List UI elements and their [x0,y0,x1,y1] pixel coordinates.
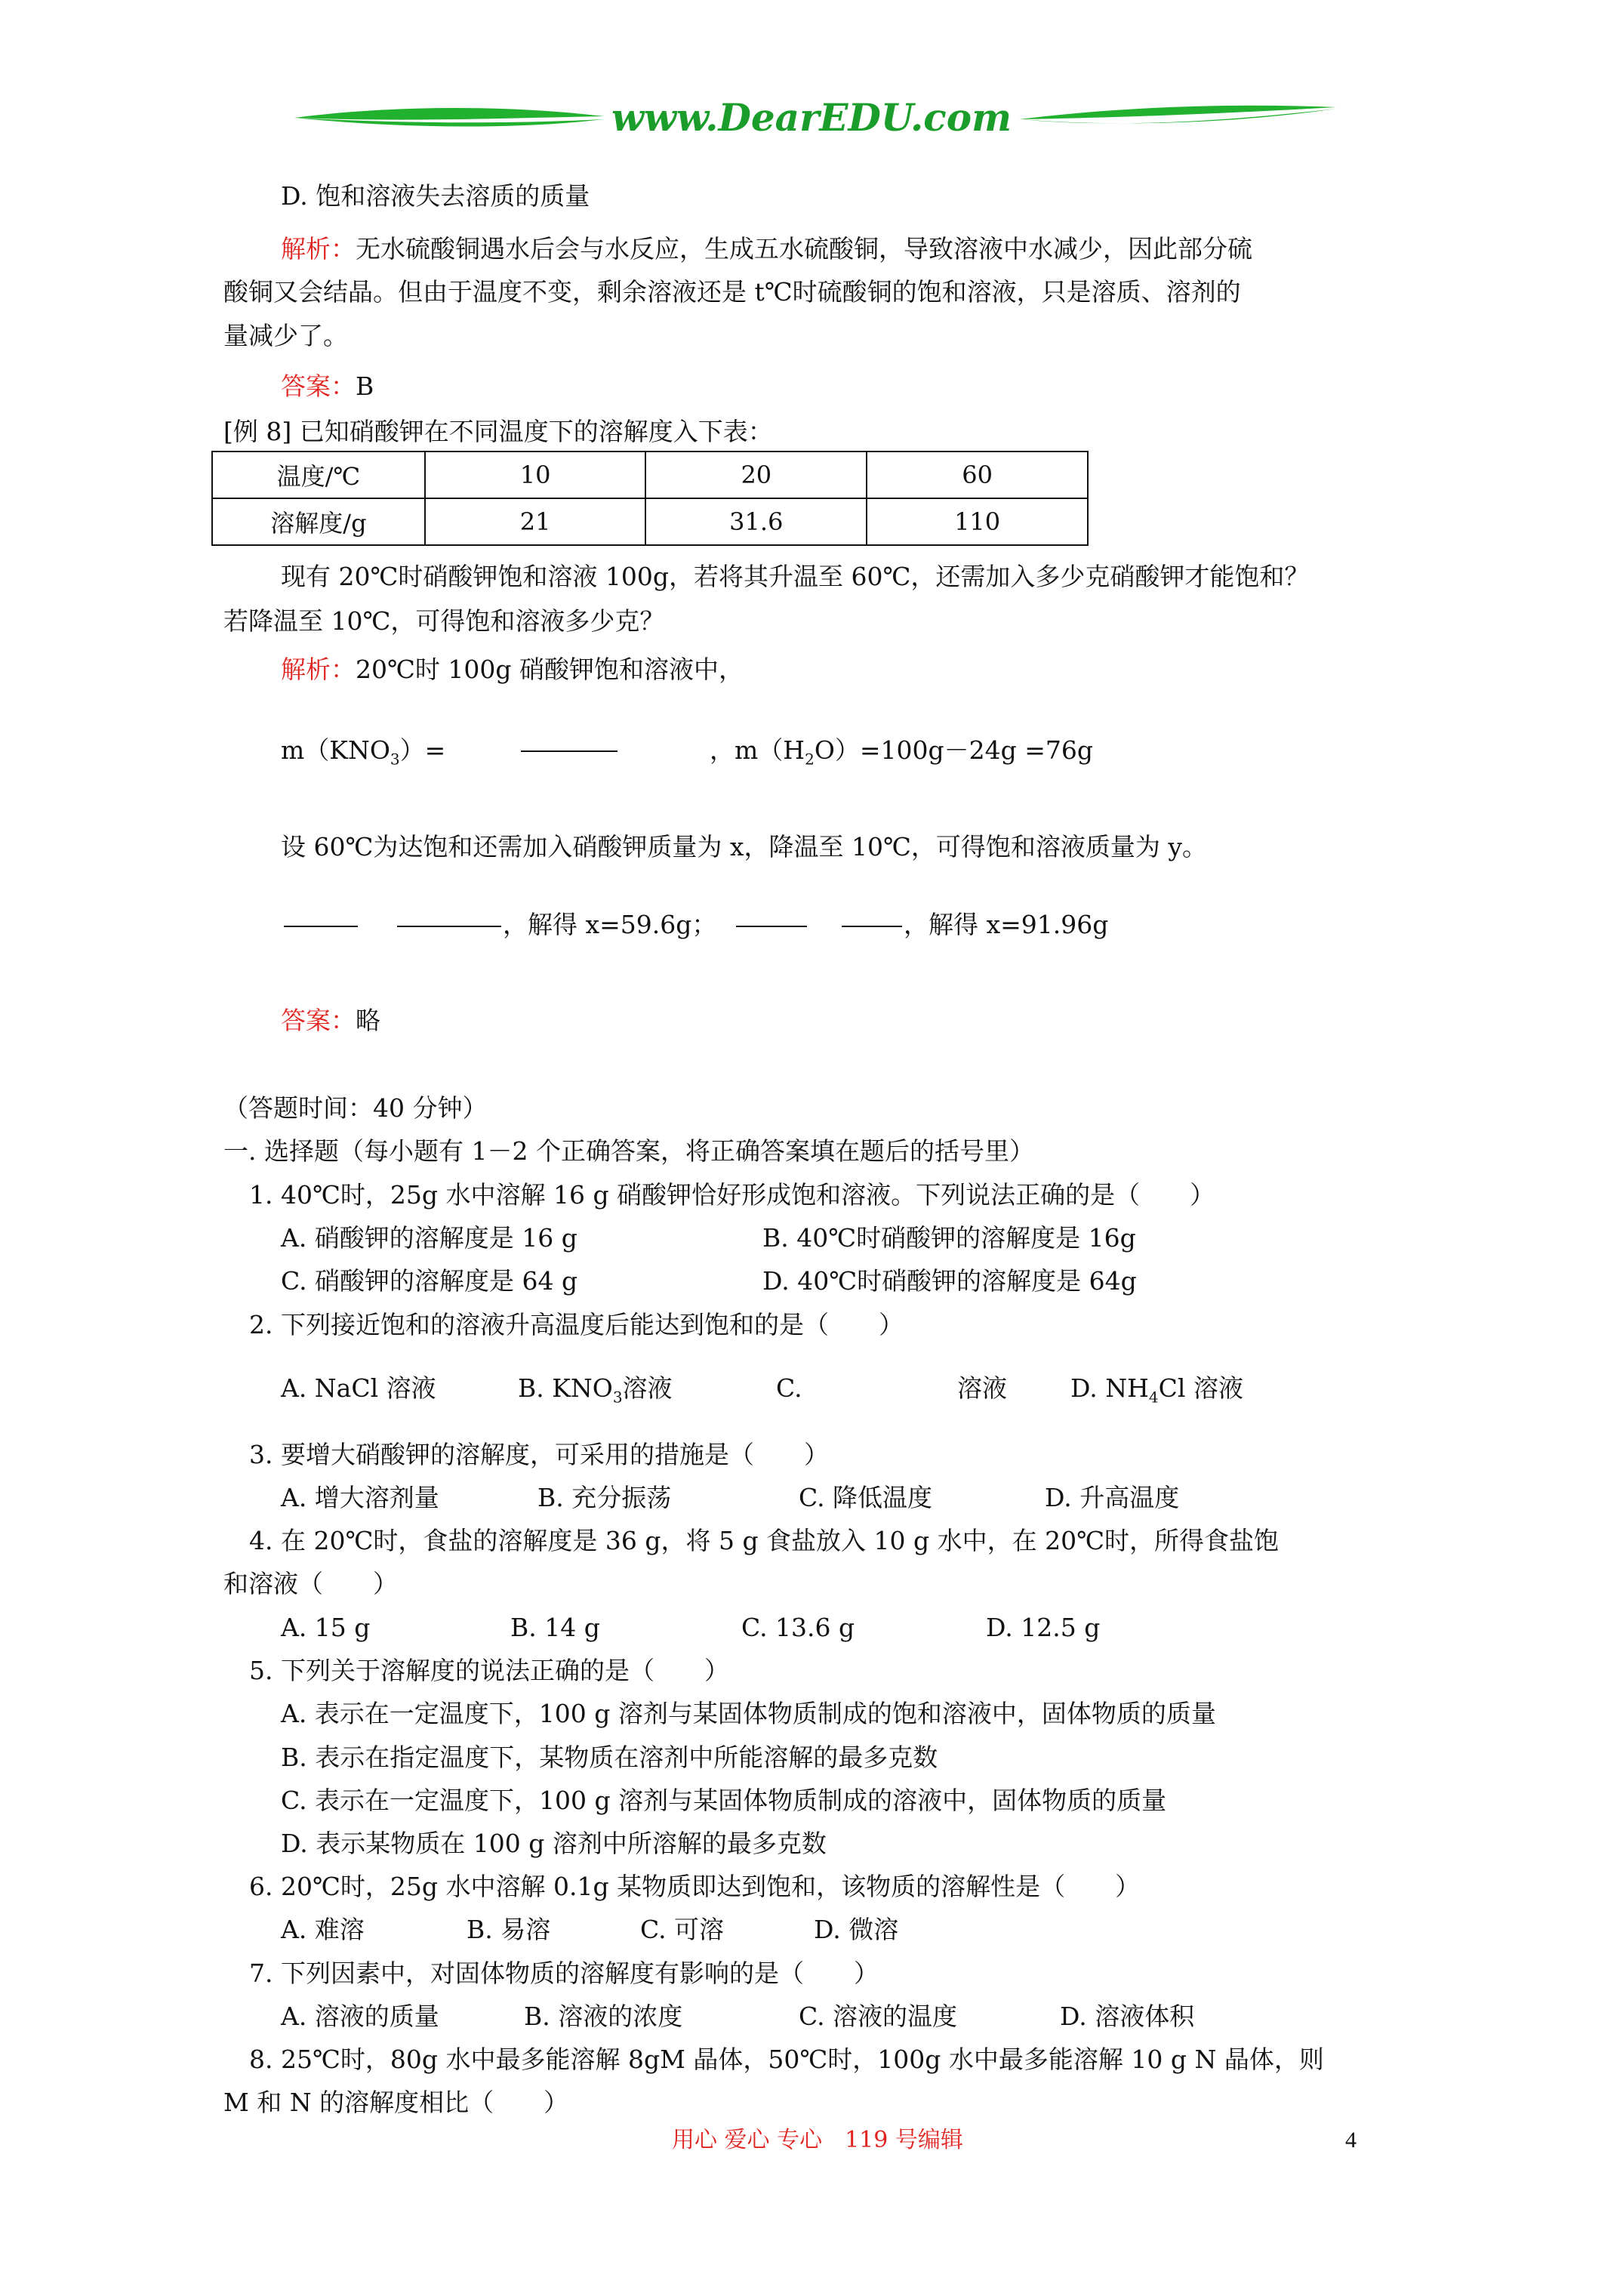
question-2: 2. 下列接近饱和的溶液升高温度后能达到饱和的是（ ） [249,1310,904,1339]
formula-m-kno3: $m(KNO_3)=$ [281,735,446,769]
option-b: B. 充分振荡 [537,1483,672,1512]
analysis-1-line-3: 量减少了。 [223,321,348,350]
analysis-1-line-2: 酸铜又会结晶。但由于温度不变，剩余溶液还是 t℃时硫酸铜的饱和溶液，只是溶质、溶剂的 [223,277,1241,307]
solubility-table [211,451,1089,546]
question-4-line-2: 和溶液（ ） [223,1569,398,1598]
solve-x: ，解得 x=59.6g； [503,910,717,939]
table-cell: 温度/℃ [212,451,425,498]
option-d: D. 表示某物质在 100 g 溶剂中所溶解的最多克数 [281,1829,827,1858]
option-d: D. $NH_4Cl$ 溶液 [1070,1373,1243,1407]
table-cell: 溶解度/g [212,498,425,545]
table-cell: 10 [425,451,646,498]
option-d: D. 12.5 g [986,1613,1101,1642]
question-4-line-1: 4. 在 20℃时，食盐的溶解度是 36 g，将 5 g 食盐放入 10 g 水中，在 20℃时，所得食盐饱 [249,1526,1280,1555]
option-b: B. 14 g [510,1613,600,1642]
question-7: 7. 下列因素中，对固体物质的溶解度有影响的是（ ） [249,1959,879,1988]
analysis-1-line-1: 解析：无水硫酸铜遇水后会与水反应，生成五水硫酸铜，导致溶液中水减少，因此部分硫 [281,234,1252,264]
option-c: C. [776,1373,802,1403]
option-c: C. 降低温度 [799,1483,933,1512]
header-logo [287,91,1344,151]
option-b: B. 表示在指定温度下，某物质在溶剂中所能溶解的最多克数 [281,1743,938,1772]
option-c: C. 13.6 g [741,1613,855,1642]
table-cell: 31.6 [645,498,867,545]
table-row [212,451,1088,498]
solve-y: ，解得 x=91.96g [904,910,1109,939]
option-c: C. 硝酸钾的溶解度是 64 g [281,1266,578,1296]
option-a: A. 难溶 [281,1915,365,1944]
analysis-2: 解析：20℃时 100g 硝酸钾饱和溶液中， [281,655,744,684]
fraction-bar [736,926,807,927]
table-cell: 21 [425,498,646,545]
set-variables-line: 设 60℃为达饱和还需加入硝酸钾质量为 x，降温至 10℃，可得饱和溶液质量为 y。 [281,832,1208,861]
question-6: 6. 20℃时，25g 水中溶解 0.1g 某物质即达到饱和，该物质的溶解性是（ ） [249,1872,1141,1901]
question-8-line-2: M 和 N 的溶解度相比（ ） [223,2088,569,2117]
option-b: B. 溶液的浓度 [524,2002,683,2031]
option-a: A. 15 g [281,1613,371,1642]
option-d: D. 微溶 [814,1915,899,1944]
table-cell: 110 [867,498,1088,545]
page-number: 4 [1345,2128,1357,2153]
example-8-title: [例 8] 已知硝酸钾在不同温度下的溶解度入下表： [223,417,773,446]
option-a: A. 表示在一定温度下，100 g 溶剂与某固体物质制成的饱和溶液中，固体物质的质量 [281,1699,1216,1728]
question-3: 3. 要增大硝酸钾的溶解度，可采用的措施是（ ） [249,1440,829,1469]
fraction-bar [284,926,358,927]
option-b: B. $KNO_3$溶液 [518,1373,673,1407]
answer-label: 答案： [281,371,356,401]
option-a: A. 增大溶剂量 [281,1483,439,1512]
option-d: D. 溶液体积 [1060,2002,1195,2031]
section-heading: 一. 选择题（每小题有 1－2 个正确答案，将正确答案填在题后的括号里） [223,1136,1034,1166]
option-c: C. 溶液的温度 [799,2002,958,2031]
fraction-bar [842,926,902,927]
question-1: 1. 40℃时，25g 水中溶解 16 g 硝酸钾恰好形成饱和溶液。下列说法正确的是（ ） [249,1180,1215,1210]
option-c-tail: 溶液 [957,1373,1007,1403]
option-d: D. 40℃时硝酸钾的溶解度是 64g [762,1266,1137,1296]
option-c: C. 可溶 [640,1915,725,1944]
option-c: C. 表示在一定温度下，100 g 溶剂与某固体物质制成的溶液中，固体物质的质量 [281,1786,1167,1815]
fraction-bar [397,926,501,927]
table-cell: 20 [645,451,867,498]
option-b: B. 易溶 [467,1915,551,1944]
option-d: D. 升高温度 [1045,1483,1180,1512]
option-a: A. 硝酸钾的溶解度是 16 g [281,1223,577,1253]
option-a: A. 溶液的质量 [281,2002,439,2031]
question-line-1: 现有 20℃时硝酸钾饱和溶液 100g，若将其升温至 60℃，还需加入多少克硝酸钾才能饱和？ [281,562,1310,591]
time-note: （答题时间：40 分钟） [223,1093,488,1123]
answer-2: 答案：略 [281,1006,380,1035]
fraction-bar [521,750,617,752]
question-line-2: 若降温至 10℃，可得饱和溶液多少克？ [223,606,665,636]
answer-1: 答案：B [281,371,374,401]
table-row [212,498,1088,545]
table-cell: 60 [867,451,1088,498]
analysis-label: 解析： [281,234,356,264]
option-d-prev: D. 饱和溶液失去溶质的质量 [281,181,590,211]
option-a: A. NaCl 溶液 [281,1373,436,1403]
question-5: 5. 下列关于溶解度的说法正确的是（ ） [249,1656,729,1685]
logo-text: www.DearEDU.com [611,95,1012,140]
option-b: B. 40℃时硝酸钾的溶解度是 16g [762,1223,1136,1253]
footer-text: 用心 爱心 专心 119 号编辑 [672,2127,963,2153]
formula-m-h2o: ，$m(H_2O)=100g-24g =76g$ [710,735,1093,769]
question-8-line-1: 8. 25℃时，80g 水中最多能溶解 8gM 晶体，50℃时，100g 水中最多能溶解 10 g N 晶体，则 [249,2045,1324,2074]
